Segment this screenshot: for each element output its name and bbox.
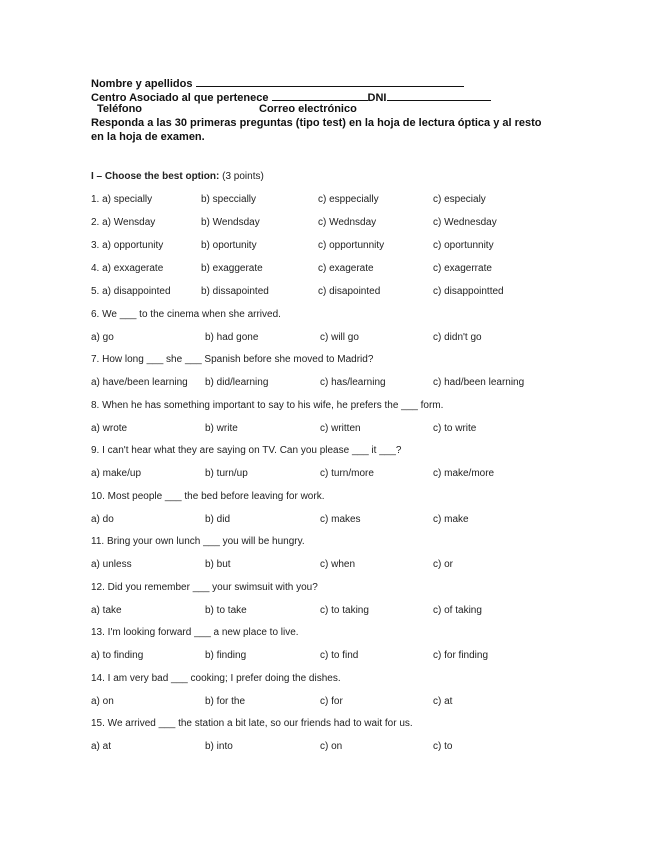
option-d: c) didn't go	[433, 332, 482, 343]
email-label: Correo electrónico	[259, 103, 357, 115]
question-text: 10. Most people ___ the bed before leaving for work.	[91, 491, 325, 502]
option-d: c) of taking	[433, 605, 482, 616]
section-points: (3 points)	[222, 171, 264, 182]
option-a: a) at	[91, 741, 112, 752]
instructions-line-1: Responda a las 30 primeras preguntas (tipo test) en la hoja de lectura óptica y al resto	[91, 117, 542, 129]
option-d: c) for finding	[433, 650, 489, 661]
option-a: a) unless	[91, 559, 132, 570]
center-blank	[272, 90, 368, 101]
section-title	[91, 171, 264, 183]
option-c: c) will go	[320, 332, 359, 343]
instructions-line-2: en la hoja de examen.	[91, 131, 205, 143]
phone-label: Teléfono	[97, 103, 143, 115]
option-d: c) to	[433, 741, 453, 752]
question-text: 14. I am very bad ___ cooking; I prefer doing the dishes.	[91, 673, 341, 684]
option-b: b) oportunity	[201, 240, 257, 251]
option-d: c) had/been learning	[433, 377, 525, 388]
option-b: b) did/learning	[205, 377, 269, 388]
option-a: a) go	[91, 332, 114, 343]
option-c: c) turn/more	[320, 468, 374, 479]
option-d: c) to write	[433, 423, 477, 434]
option-d: c) exagerrate	[433, 263, 492, 274]
option-a: 4. a) exxagerate	[91, 263, 164, 274]
option-c: c) written	[320, 423, 361, 434]
option-c: c) has/learning	[320, 377, 386, 388]
option-a: a) to finding	[91, 650, 144, 661]
option-d: c) at	[433, 696, 453, 707]
question-text: 9. I can't hear what they are saying on TV. Can you please ___ it ___?	[91, 445, 402, 456]
option-b: b) dissapointed	[201, 286, 269, 297]
option-a: a) take	[91, 605, 122, 616]
option-c: c) makes	[320, 514, 361, 525]
section-heading: I – Choose the best option:	[91, 171, 220, 182]
option-c: c) esppecially	[318, 194, 379, 205]
question-text: 6. We ___ to the cinema when she arrived.	[91, 309, 281, 320]
option-b: b) into	[205, 741, 233, 752]
option-d: c) make/more	[433, 468, 495, 479]
option-b: b) write	[205, 423, 238, 434]
question-text: 13. I'm looking forward ___ a new place to live.	[91, 627, 299, 638]
question-text: 11. Bring your own lunch ___ you will be hungry.	[91, 536, 305, 547]
name-line	[91, 76, 464, 91]
option-d: c) especialy	[433, 194, 486, 205]
dni-blank	[387, 90, 491, 101]
center-label: Centro Asociado al que pertenece	[91, 92, 269, 104]
option-a: a) do	[91, 514, 114, 525]
question-text: 15. We arrived ___ the station a bit late, so our friends had to wait for us.	[91, 718, 413, 729]
name-blank	[196, 76, 464, 87]
option-a: 3. a) opportunity	[91, 240, 164, 251]
option-c: c) disapointed	[318, 286, 381, 297]
option-c: c) to taking	[320, 605, 369, 616]
option-b: b) finding	[205, 650, 247, 661]
option-a: a) make/up	[91, 468, 142, 479]
question-text: 12. Did you remember ___ your swimsuit with you?	[91, 582, 318, 593]
option-c: c) for	[320, 696, 343, 707]
option-b: b) exaggerate	[201, 263, 263, 274]
option-a: 2. a) Wensday	[91, 217, 156, 228]
option-b: b) but	[205, 559, 231, 570]
option-d: c) or	[433, 559, 453, 570]
option-d: c) oportunnity	[433, 240, 494, 251]
option-b: b) did	[205, 514, 231, 525]
option-a: a) on	[91, 696, 114, 707]
option-d: c) Wednesday	[433, 217, 497, 228]
option-c: c) to find	[320, 650, 359, 661]
option-c: c) Wednsday	[318, 217, 377, 228]
option-a: 1. a) specially	[91, 194, 153, 205]
option-a: a) have/been learning	[91, 377, 188, 388]
option-b: b) Wendsday	[201, 217, 260, 228]
option-a: 5. a) disappointed	[91, 286, 171, 297]
option-c: c) when	[320, 559, 356, 570]
option-d: c) disappointted	[433, 286, 504, 297]
option-a: a) wrote	[91, 423, 128, 434]
option-d: c) make	[433, 514, 469, 525]
question-text: 7. How long ___ she ___ Spanish before she moved to Madrid?	[91, 354, 374, 365]
option-b: b) turn/up	[205, 468, 248, 479]
option-b: b) for the	[205, 696, 246, 707]
option-b: b) to take	[205, 605, 247, 616]
option-c: c) on	[320, 741, 343, 752]
question-text: 8. When he has something important to say to his wife, he prefers the ___ form.	[91, 400, 444, 411]
option-b: b) speccially	[201, 194, 257, 205]
option-c: c) opportunnity	[318, 240, 385, 251]
dni-label: DNI	[367, 92, 387, 104]
name-label: Nombre y apellidos	[91, 78, 193, 90]
option-b: b) had gone	[205, 332, 259, 343]
option-c: c) exagerate	[318, 263, 374, 274]
